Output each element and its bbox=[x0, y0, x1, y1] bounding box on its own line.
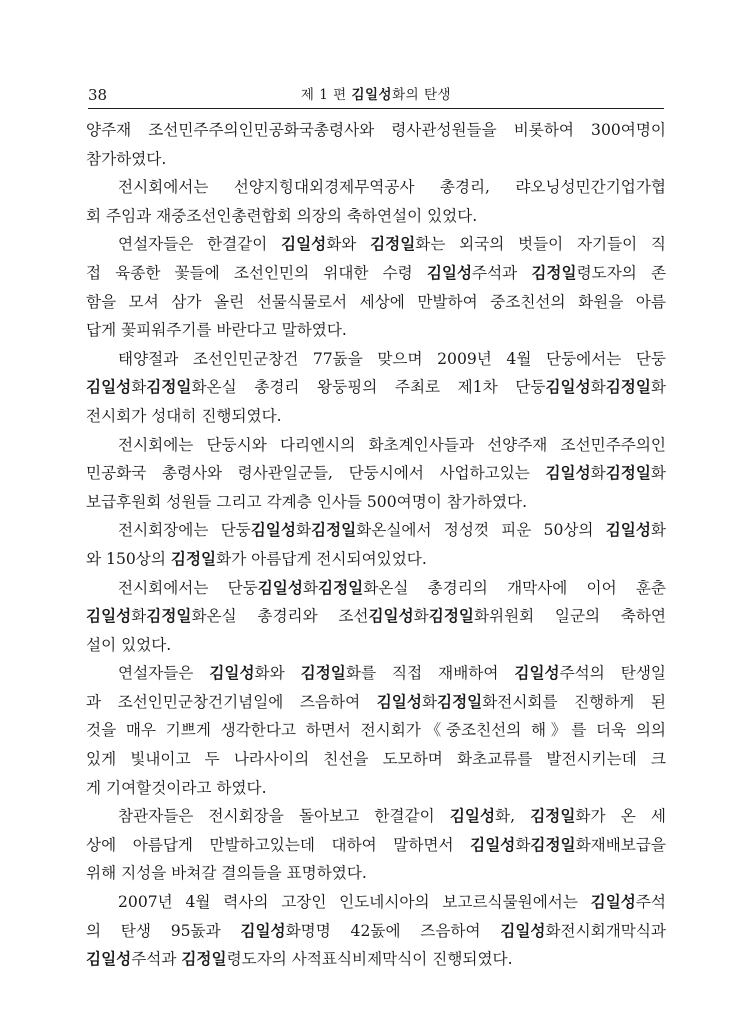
bold-name: 김정일 bbox=[300, 664, 346, 683]
text-line bbox=[86, 373, 666, 402]
text-line bbox=[86, 202, 666, 231]
bold-name: 김일성 bbox=[86, 950, 132, 969]
text-run: 주석과 bbox=[472, 263, 532, 282]
text-run: 전시회에서는 선양지힝대외경제무역공사 총경리, 랴오닝성민간기업가협 bbox=[118, 178, 666, 197]
bold-name: 김일성 bbox=[514, 664, 560, 683]
text-run: 것을 매우 기쁘게 생각한다고 하면서 전시회가《중조친선의 해》를 더욱 의의 bbox=[86, 721, 666, 740]
text-run: 게 기여할것이라고 하였다. bbox=[86, 778, 267, 797]
text-run: 화 bbox=[421, 692, 438, 711]
bold-name: 김정일 bbox=[170, 549, 217, 568]
text-line bbox=[86, 945, 666, 974]
text-run: 전시회가 성대히 진행되였다. bbox=[86, 406, 282, 425]
text-line bbox=[86, 831, 666, 860]
text-run: 화와 bbox=[254, 664, 301, 683]
text-run: 답게 꽃피워주기를 바란다고 말하였다. bbox=[86, 321, 347, 340]
bold-name: 김일성 bbox=[590, 893, 636, 912]
text-run: 2007년 4월 력사의 고장인 인도네시아의 보고르식물원에서는 bbox=[118, 893, 591, 912]
text-run: 와 150상의 bbox=[86, 549, 171, 568]
text-run: 민공화국 총령사와 령사관일군들, 단둥시에서 사업하고있는 bbox=[86, 464, 546, 483]
bold-name: 김일성 bbox=[281, 235, 327, 254]
bold-name: 김일성 bbox=[376, 692, 422, 711]
text-run: 전시회에는 단둥시와 다리엔시의 화초계인사들과 선양주재 조선민주주의인 bbox=[118, 435, 666, 454]
text-run: 함을 모셔 삼가 올린 선물식물로서 세상에 만발하여 중조친선의 화원을 아름 bbox=[86, 292, 666, 311]
text-run: 화 bbox=[650, 464, 666, 483]
text-run: 연설자들은 bbox=[118, 664, 210, 683]
text-run: 화명명 42돐에 즈음하여 bbox=[285, 921, 501, 940]
text-line bbox=[86, 230, 666, 259]
text-line bbox=[86, 745, 666, 774]
bold-name: 김일성 bbox=[257, 578, 303, 597]
text-run: 화가 아름답게 전시되여있었다. bbox=[216, 549, 427, 568]
text-run: 화 bbox=[650, 521, 666, 540]
text-line bbox=[86, 545, 666, 574]
text-run: 화 bbox=[590, 464, 606, 483]
bold-name: 김정일 bbox=[530, 807, 576, 826]
text-run: 령도자의 사적표식비제막식이 진행되였다. bbox=[226, 950, 513, 969]
text-run: 접 육종한 꽃들에 조선인민의 위대한 수령 bbox=[86, 263, 427, 282]
text-run: 보급후원회 성원들 그리고 각계층 인사들 500여명이 참가하였다. bbox=[86, 492, 528, 511]
page-header bbox=[88, 84, 664, 106]
bold-name: 김정일 bbox=[146, 378, 192, 397]
text-line bbox=[86, 345, 666, 374]
text-run: 태양절과 조선인민군창건 77돐을 맞으며 2009년 4월 단둥에서는 단둥 bbox=[118, 349, 666, 368]
text-run: 화온실 총경리 왕둥핑의 주최로 제1차 단둥 bbox=[191, 378, 546, 397]
text-line bbox=[86, 488, 666, 517]
bold-name: 김정일 bbox=[146, 607, 192, 626]
text-line bbox=[86, 516, 666, 545]
text-line bbox=[86, 774, 666, 803]
text-line bbox=[86, 602, 666, 631]
text-line bbox=[86, 173, 666, 202]
text-run: 참가하였다. bbox=[86, 149, 167, 168]
text-line bbox=[86, 688, 666, 717]
text-run: 화재배보급을 bbox=[575, 835, 666, 854]
text-line bbox=[86, 316, 666, 345]
text-run: 화와 bbox=[326, 235, 371, 254]
text-run: 주석 bbox=[635, 893, 666, 912]
bold-name: 김정일 bbox=[428, 607, 474, 626]
bold-name: 김일성 bbox=[86, 607, 132, 626]
bold-name: 김일성 bbox=[250, 521, 296, 540]
body-text bbox=[86, 116, 666, 974]
bold-name: 김일성 bbox=[545, 378, 591, 397]
text-line bbox=[86, 917, 666, 946]
bold-name: 김일성 bbox=[240, 921, 286, 940]
text-run: 의 탄생 95돐과 bbox=[86, 921, 241, 940]
text-run: 화 bbox=[590, 378, 606, 397]
text-line bbox=[86, 402, 666, 431]
running-title-prefix: 제 1 편 bbox=[300, 87, 352, 103]
text-run: 전시회에서는 단둥 bbox=[118, 578, 258, 597]
text-run: 주석과 bbox=[131, 950, 182, 969]
text-line bbox=[86, 259, 666, 288]
text-line bbox=[86, 288, 666, 317]
bold-name: 김정일 bbox=[181, 950, 227, 969]
text-run: 연설자들은 한결같이 bbox=[118, 235, 282, 254]
text-run: 양주재 조선민주주의인민공화국총령사와 령사관성원들을 비롯하여 300여명이 bbox=[86, 121, 666, 139]
text-run: 설이 있었다. bbox=[86, 635, 172, 654]
text-run: 화 bbox=[131, 607, 147, 626]
text-line bbox=[86, 659, 666, 688]
bold-name: 김일성 bbox=[449, 807, 496, 826]
text-run: 화온실 총경리의 개막사에 이어 훈춘 bbox=[363, 578, 666, 597]
text-line bbox=[86, 145, 666, 174]
bold-name: 김일성 bbox=[209, 664, 255, 683]
header-rule bbox=[88, 108, 664, 109]
text-run: 과 조선인민군창건기념일에 즈음하여 bbox=[86, 692, 377, 711]
text-run: 주석의 탄생일 bbox=[559, 664, 666, 683]
page-number: 38 bbox=[88, 86, 108, 104]
text-run: 화를 직접 재배하여 bbox=[345, 664, 515, 683]
bold-name: 김정일 bbox=[437, 692, 483, 711]
bold-name: 김정일 bbox=[311, 521, 357, 540]
text-line bbox=[86, 631, 666, 660]
text-run: 화는 외국의 벗들이 자기들이 직 bbox=[415, 235, 666, 254]
running-title bbox=[88, 84, 664, 106]
text-line bbox=[86, 431, 666, 460]
bold-name: 김정일 bbox=[370, 235, 416, 254]
text-run: 화 bbox=[515, 835, 531, 854]
running-title-suffix: 화의 탄생 bbox=[392, 87, 452, 103]
bold-name: 김일성 bbox=[368, 607, 414, 626]
text-line bbox=[86, 859, 666, 888]
text-run: 상에 아름답게 만발하고있는데 대하여 말하면서 bbox=[86, 835, 471, 854]
text-run: 참관자들은 전시회장을 돌아보고 한결같이 bbox=[118, 807, 450, 826]
text-run: 전시회장에는 단둥 bbox=[118, 521, 251, 540]
text-run: 화, bbox=[495, 807, 531, 826]
bold-name: 김정일 bbox=[605, 378, 651, 397]
bold-name: 김일성 bbox=[470, 835, 516, 854]
bold-name: 김일성 bbox=[545, 464, 591, 483]
text-run: 화 bbox=[650, 378, 666, 397]
bold-name: 김정일 bbox=[318, 578, 364, 597]
text-run: 화전시회개막식과 bbox=[545, 921, 666, 940]
text-run: 화온실에서 정성껏 피운 50상의 bbox=[356, 521, 606, 540]
text-line bbox=[86, 888, 666, 917]
bold-name: 김일성 bbox=[605, 521, 651, 540]
text-run: 화가 온 세 bbox=[575, 807, 666, 826]
text-run: 위해 지성을 바쳐갈 결의들을 표명하였다. bbox=[86, 864, 367, 883]
bold-name: 김일성 bbox=[426, 263, 473, 282]
bold-name: 김정일 bbox=[531, 263, 577, 282]
text-run: 있게 빛내이고 두 나라사이의 친선을 도모하며 화초교류를 발전시키는데 크 bbox=[86, 750, 666, 769]
bold-name: 김일성 bbox=[500, 921, 546, 940]
text-line bbox=[86, 716, 666, 745]
bold-name: 김정일 bbox=[530, 835, 576, 854]
text-run: 화 bbox=[131, 378, 147, 397]
text-line bbox=[86, 802, 666, 831]
text-run: 화 bbox=[413, 607, 429, 626]
text-line bbox=[86, 116, 666, 145]
text-line bbox=[86, 459, 666, 488]
text-run: 화 bbox=[295, 521, 312, 540]
text-line bbox=[86, 574, 666, 603]
bold-name: 김정일 bbox=[605, 464, 651, 483]
text-run: 화위원회 일군의 축하연 bbox=[473, 607, 666, 626]
text-run: 화 bbox=[302, 578, 318, 597]
text-run: 화전시회를 진행하게 된 bbox=[482, 692, 666, 711]
text-run: 화온실 총경리와 조선 bbox=[191, 607, 369, 626]
running-title-bold: 김일성 bbox=[351, 87, 393, 103]
text-run: 령도자의 존 bbox=[576, 263, 667, 282]
bold-name: 김일성 bbox=[86, 378, 132, 397]
text-run: 회 주임과 재중조선인총련합회 의장의 축하연설이 있었다. bbox=[86, 206, 478, 225]
